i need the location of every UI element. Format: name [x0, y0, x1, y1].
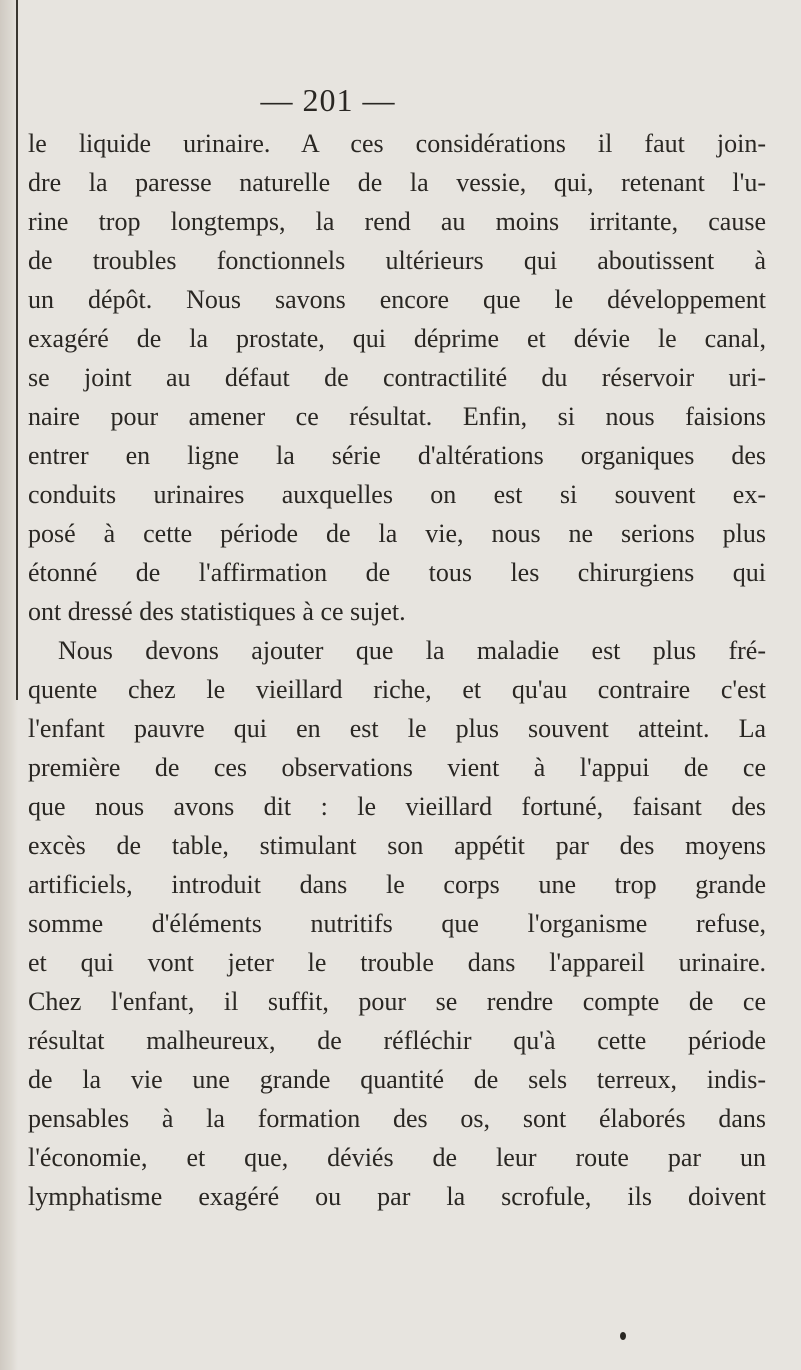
- binding-edge: [16, 0, 18, 700]
- text-line: se joint au défaut de contractilité du réservoir uri-: [28, 363, 766, 392]
- text-line: excès de table, stimulant son appétit par des moyens: [28, 831, 766, 860]
- text-line: Chez l'enfant, il suffit, pour se rendre compte de ce: [28, 987, 766, 1016]
- text-line: Nous devons ajouter que la maladie est plus fré-: [58, 636, 766, 665]
- text-line: pensables à la formation des os, sont élaborés dans: [28, 1104, 766, 1133]
- page-number: — 201 —: [260, 82, 396, 118]
- text-line: lymphatisme exagéré ou par la scrofule, ils doivent: [28, 1182, 766, 1211]
- text-line: l'économie, et que, déviés de leur route par un: [28, 1143, 766, 1172]
- text-line: artificiels, introduit dans le corps une trop grande: [28, 870, 766, 899]
- text-line: étonné de l'affirmation de tous les chirurgiens qui: [28, 558, 766, 587]
- text-line: quente chez le vieillard riche, et qu'au contraire c'est: [28, 675, 766, 704]
- text-line: de troubles fonctionnels ultérieurs qui aboutissent à: [28, 246, 766, 275]
- text-line: dre la paresse naturelle de la vessie, qui, retenant l'u-: [28, 168, 766, 197]
- text-line: un dépôt. Nous savons encore que le développement: [28, 285, 766, 314]
- text-line: l'enfant pauvre qui en est le plus souvent atteint. La: [28, 714, 766, 743]
- text-line: le liquide urinaire. A ces considérations il faut join-: [28, 129, 766, 158]
- text-line: entrer en ligne la série d'altérations organiques des: [28, 441, 766, 470]
- text-line: et qui vont jeter le trouble dans l'appareil urinaire.: [28, 948, 766, 977]
- text-line: première de ces observations vient à l'appui de ce: [28, 753, 766, 782]
- text-line: conduits urinaires auxquelles on est si souvent ex-: [28, 480, 766, 509]
- text-line: exagéré de la prostate, qui déprime et dévie le canal,: [28, 324, 766, 353]
- ink-speck: [620, 1332, 626, 1340]
- text-line: rine trop longtemps, la rend au moins irritante, cause: [28, 207, 766, 236]
- text-line: posé à cette période de la vie, nous ne serions plus: [28, 519, 766, 548]
- text-line: ont dressé des statistiques à ce sujet.: [28, 597, 406, 626]
- text-line: résultat malheureux, de réfléchir qu'à cette période: [28, 1026, 766, 1055]
- text-line: de la vie une grande quantité de sels terreux, indis-: [28, 1065, 766, 1094]
- text-line: que nous avons dit : le vieillard fortuné, faisant des: [28, 792, 766, 821]
- text-line: naire pour amener ce résultat. Enfin, si nous faisions: [28, 402, 766, 431]
- text-line: somme d'éléments nutritifs que l'organisme refuse,: [28, 909, 766, 938]
